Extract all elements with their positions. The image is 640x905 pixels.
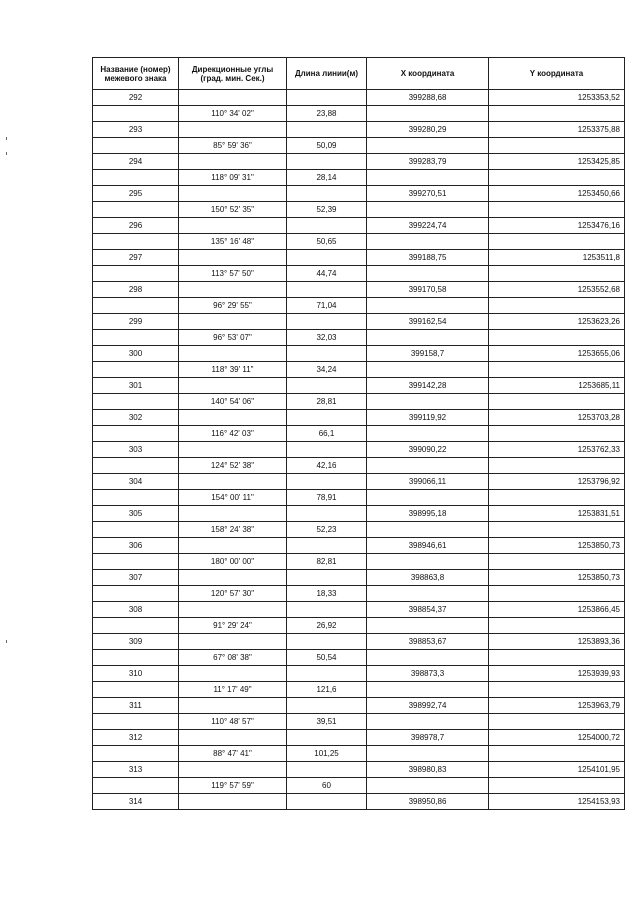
cell-direction-angle <box>179 506 287 522</box>
cell-direction-angle <box>179 538 287 554</box>
cell-line-length: 78,91 <box>287 490 367 506</box>
cell-line-length: 28,14 <box>287 170 367 186</box>
cell-mark-name: 310 <box>93 666 179 682</box>
cell-line-length <box>287 570 367 586</box>
cell-x-coordinate <box>367 234 489 250</box>
cell-direction-angle <box>179 186 287 202</box>
cell-line-length <box>287 218 367 234</box>
cell-y-coordinate: 1254101,95 <box>489 762 625 778</box>
cell-line-length <box>287 346 367 362</box>
cell-line-length <box>287 730 367 746</box>
cell-line-length: 44,74 <box>287 266 367 282</box>
cell-mark-name <box>93 650 179 666</box>
cell-line-length <box>287 282 367 298</box>
cell-y-coordinate: 1253425,85 <box>489 154 625 170</box>
cell-y-coordinate: 1253685,11 <box>489 378 625 394</box>
header-line-length: Длина линии(м) <box>287 58 367 90</box>
cell-y-coordinate <box>489 138 625 154</box>
cell-mark-name <box>93 202 179 218</box>
table-row <box>93 122 625 138</box>
table-row <box>93 426 625 442</box>
cell-mark-name: 300 <box>93 346 179 362</box>
cell-mark-name: 303 <box>93 442 179 458</box>
cell-direction-angle <box>179 570 287 586</box>
cell-line-length <box>287 666 367 682</box>
cell-line-length <box>287 634 367 650</box>
cell-mark-name <box>93 394 179 410</box>
table-row <box>93 746 625 762</box>
cell-direction-angle <box>179 282 287 298</box>
cell-mark-name <box>93 490 179 506</box>
table-row <box>93 794 625 810</box>
cell-x-coordinate: 399188,75 <box>367 250 489 266</box>
cell-mark-name <box>93 426 179 442</box>
cell-y-coordinate: 1253655,06 <box>489 346 625 362</box>
table-row <box>93 106 625 122</box>
cell-mark-name: 306 <box>93 538 179 554</box>
cell-mark-name: 294 <box>93 154 179 170</box>
cell-line-length: 50,54 <box>287 650 367 666</box>
cell-direction-angle: 85° 59' 36" <box>179 138 287 154</box>
cell-line-length: 60 <box>287 778 367 794</box>
cell-mark-name <box>93 746 179 762</box>
cell-y-coordinate <box>489 522 625 538</box>
header-direction-angle: Дирекционные углы (град. мин. Сек.) <box>179 58 287 90</box>
cell-direction-angle: 116° 42' 03" <box>179 426 287 442</box>
cell-x-coordinate: 398873,3 <box>367 666 489 682</box>
cell-line-length <box>287 794 367 810</box>
table-row <box>93 202 625 218</box>
cell-x-coordinate: 399090,22 <box>367 442 489 458</box>
cell-direction-angle <box>179 794 287 810</box>
table-row <box>93 682 625 698</box>
cell-x-coordinate <box>367 330 489 346</box>
cell-x-coordinate: 399270,51 <box>367 186 489 202</box>
cell-y-coordinate <box>489 618 625 634</box>
cell-line-length: 50,65 <box>287 234 367 250</box>
table-row <box>93 314 625 330</box>
cell-y-coordinate: 1253552,68 <box>489 282 625 298</box>
cell-mark-name: 308 <box>93 602 179 618</box>
cell-mark-name: 307 <box>93 570 179 586</box>
cell-x-coordinate <box>367 266 489 282</box>
cell-line-length <box>287 250 367 266</box>
cell-x-coordinate: 399142,28 <box>367 378 489 394</box>
cell-mark-name: 311 <box>93 698 179 714</box>
table-row <box>93 714 625 730</box>
cell-mark-name <box>93 554 179 570</box>
cell-mark-name <box>93 586 179 602</box>
cell-x-coordinate <box>367 106 489 122</box>
cell-direction-angle: 118° 39' 11" <box>179 362 287 378</box>
cell-direction-angle <box>179 218 287 234</box>
cell-line-length: 66,1 <box>287 426 367 442</box>
cell-y-coordinate <box>489 586 625 602</box>
scan-margin-mark <box>6 152 7 155</box>
cell-direction-angle: 88° 47' 41" <box>179 746 287 762</box>
cell-x-coordinate <box>367 650 489 666</box>
cell-x-coordinate: 398946,61 <box>367 538 489 554</box>
table-row <box>93 170 625 186</box>
cell-mark-name: 295 <box>93 186 179 202</box>
cell-direction-angle <box>179 90 287 106</box>
cell-x-coordinate: 398980,83 <box>367 762 489 778</box>
cell-y-coordinate <box>489 714 625 730</box>
cell-direction-angle <box>179 122 287 138</box>
table-row <box>93 266 625 282</box>
cell-y-coordinate: 1253850,73 <box>489 538 625 554</box>
cell-y-coordinate <box>489 650 625 666</box>
cell-line-length: 26,92 <box>287 618 367 634</box>
cell-line-length: 82,81 <box>287 554 367 570</box>
cell-x-coordinate <box>367 778 489 794</box>
cell-x-coordinate: 399119,92 <box>367 410 489 426</box>
cell-y-coordinate <box>489 746 625 762</box>
cell-line-length <box>287 378 367 394</box>
cell-direction-angle <box>179 762 287 778</box>
cell-y-coordinate: 1253511,8 <box>489 250 625 266</box>
cell-mark-name: 302 <box>93 410 179 426</box>
cell-line-length <box>287 90 367 106</box>
cell-mark-name <box>93 618 179 634</box>
cell-line-length <box>287 698 367 714</box>
cell-direction-angle <box>179 250 287 266</box>
cell-y-coordinate: 1253762,33 <box>489 442 625 458</box>
cell-mark-name <box>93 362 179 378</box>
cell-x-coordinate: 398995,18 <box>367 506 489 522</box>
cell-direction-angle: 135° 16' 48" <box>179 234 287 250</box>
cell-x-coordinate: 398863,8 <box>367 570 489 586</box>
cell-mark-name <box>93 266 179 282</box>
cell-mark-name: 297 <box>93 250 179 266</box>
table-row <box>93 138 625 154</box>
cell-line-length <box>287 474 367 490</box>
cell-y-coordinate <box>489 394 625 410</box>
cell-line-length <box>287 410 367 426</box>
table-row <box>93 730 625 746</box>
cell-x-coordinate: 399158,7 <box>367 346 489 362</box>
cell-x-coordinate <box>367 426 489 442</box>
table-row <box>93 522 625 538</box>
cell-y-coordinate <box>489 458 625 474</box>
scan-margin-mark <box>6 137 7 140</box>
table-row <box>93 538 625 554</box>
cell-mark-name <box>93 106 179 122</box>
cell-mark-name: 305 <box>93 506 179 522</box>
cell-x-coordinate <box>367 714 489 730</box>
cell-direction-angle: 120° 57' 30" <box>179 586 287 602</box>
cell-x-coordinate: 399170,58 <box>367 282 489 298</box>
cell-x-coordinate <box>367 522 489 538</box>
cell-direction-angle <box>179 154 287 170</box>
cell-x-coordinate <box>367 554 489 570</box>
cell-mark-name: 293 <box>93 122 179 138</box>
cell-line-length: 42,16 <box>287 458 367 474</box>
cell-mark-name <box>93 330 179 346</box>
cell-x-coordinate: 399283,79 <box>367 154 489 170</box>
cell-x-coordinate <box>367 138 489 154</box>
cell-x-coordinate: 398854,37 <box>367 602 489 618</box>
cell-y-coordinate: 1253450,66 <box>489 186 625 202</box>
table-row <box>93 650 625 666</box>
cell-x-coordinate: 399162,54 <box>367 314 489 330</box>
cell-direction-angle: 113° 57' 50" <box>179 266 287 282</box>
cell-line-length <box>287 538 367 554</box>
cell-y-coordinate: 1253353,52 <box>489 90 625 106</box>
cell-line-length <box>287 506 367 522</box>
table-row <box>93 394 625 410</box>
cell-direction-angle <box>179 666 287 682</box>
cell-x-coordinate: 399224,74 <box>367 218 489 234</box>
cell-y-coordinate <box>489 426 625 442</box>
cell-direction-angle: 11° 17' 49" <box>179 682 287 698</box>
cell-line-length: 121,6 <box>287 682 367 698</box>
cell-mark-name <box>93 138 179 154</box>
cell-x-coordinate <box>367 682 489 698</box>
cell-y-coordinate <box>489 266 625 282</box>
cell-x-coordinate <box>367 202 489 218</box>
cell-y-coordinate: 1253963,79 <box>489 698 625 714</box>
cell-line-length: 39,51 <box>287 714 367 730</box>
cell-y-coordinate: 1253375,88 <box>489 122 625 138</box>
table-row <box>93 634 625 650</box>
cell-direction-angle: 140° 54' 06" <box>179 394 287 410</box>
cell-y-coordinate: 1253850,73 <box>489 570 625 586</box>
table-row <box>93 378 625 394</box>
cell-y-coordinate <box>489 682 625 698</box>
cell-x-coordinate <box>367 458 489 474</box>
cell-line-length: 28,81 <box>287 394 367 410</box>
cell-mark-name: 298 <box>93 282 179 298</box>
cell-y-coordinate: 1253831,51 <box>489 506 625 522</box>
table-row <box>93 186 625 202</box>
table-row <box>93 554 625 570</box>
cell-y-coordinate <box>489 490 625 506</box>
cell-direction-angle: 150° 52' 35" <box>179 202 287 218</box>
table-row <box>93 90 625 106</box>
cell-line-length <box>287 122 367 138</box>
cell-direction-angle: 118° 09' 31" <box>179 170 287 186</box>
cell-direction-angle: 67° 08' 38" <box>179 650 287 666</box>
cell-direction-angle <box>179 474 287 490</box>
cell-direction-angle <box>179 314 287 330</box>
cell-direction-angle: 154° 00' 11" <box>179 490 287 506</box>
cell-y-coordinate: 1253866,45 <box>489 602 625 618</box>
cell-direction-angle <box>179 698 287 714</box>
table-row <box>93 570 625 586</box>
cell-line-length: 18,33 <box>287 586 367 602</box>
header-mark-name: Название (номер) межевого знака <box>93 58 179 90</box>
cell-x-coordinate <box>367 490 489 506</box>
cell-y-coordinate: 1253623,26 <box>489 314 625 330</box>
cell-direction-angle <box>179 410 287 426</box>
cell-x-coordinate <box>367 362 489 378</box>
cell-line-length <box>287 442 367 458</box>
table-row <box>93 666 625 682</box>
cell-line-length: 34,24 <box>287 362 367 378</box>
cell-line-length: 50,09 <box>287 138 367 154</box>
table-row <box>93 362 625 378</box>
cell-x-coordinate: 399280,29 <box>367 122 489 138</box>
cell-mark-name <box>93 682 179 698</box>
cell-line-length: 101,25 <box>287 746 367 762</box>
scan-margin-mark <box>6 640 7 643</box>
cell-mark-name: 299 <box>93 314 179 330</box>
cell-direction-angle: 91° 29' 24" <box>179 618 287 634</box>
cell-y-coordinate: 1253796,92 <box>489 474 625 490</box>
cell-y-coordinate <box>489 234 625 250</box>
cell-direction-angle: 110° 48' 57" <box>179 714 287 730</box>
cell-mark-name <box>93 778 179 794</box>
cell-mark-name <box>93 458 179 474</box>
table-row <box>93 154 625 170</box>
cell-mark-name: 312 <box>93 730 179 746</box>
table-row <box>93 282 625 298</box>
cell-x-coordinate <box>367 394 489 410</box>
cell-direction-angle <box>179 346 287 362</box>
cell-x-coordinate <box>367 298 489 314</box>
cell-x-coordinate: 398950,86 <box>367 794 489 810</box>
cell-direction-angle: 180° 00' 00" <box>179 554 287 570</box>
cell-y-coordinate <box>489 362 625 378</box>
table-row <box>93 346 625 362</box>
table-row <box>93 506 625 522</box>
table-header-row <box>93 58 625 90</box>
cell-mark-name <box>93 298 179 314</box>
cell-y-coordinate: 1254000,72 <box>489 730 625 746</box>
cell-x-coordinate <box>367 618 489 634</box>
header-x-coordinate: Х координата <box>367 58 489 90</box>
cell-mark-name <box>93 170 179 186</box>
cell-y-coordinate <box>489 330 625 346</box>
cell-y-coordinate <box>489 298 625 314</box>
table-row <box>93 698 625 714</box>
cell-mark-name: 309 <box>93 634 179 650</box>
cell-direction-angle <box>179 602 287 618</box>
cell-line-length <box>287 154 367 170</box>
cell-direction-angle: 119° 57' 59" <box>179 778 287 794</box>
cell-mark-name <box>93 234 179 250</box>
cell-mark-name: 314 <box>93 794 179 810</box>
cell-y-coordinate: 1253939,93 <box>489 666 625 682</box>
table-row <box>93 586 625 602</box>
cell-direction-angle: 124° 52' 38" <box>179 458 287 474</box>
cell-mark-name: 301 <box>93 378 179 394</box>
cell-y-coordinate <box>489 106 625 122</box>
cell-x-coordinate: 398992,74 <box>367 698 489 714</box>
table-row <box>93 778 625 794</box>
cell-x-coordinate: 398853,67 <box>367 634 489 650</box>
cell-direction-angle <box>179 442 287 458</box>
cell-y-coordinate: 1254153,93 <box>489 794 625 810</box>
cell-line-length: 23,88 <box>287 106 367 122</box>
cell-line-length <box>287 762 367 778</box>
cell-y-coordinate: 1253476,16 <box>489 218 625 234</box>
cell-direction-angle: 158° 24' 38" <box>179 522 287 538</box>
cell-line-length <box>287 314 367 330</box>
table-row <box>93 602 625 618</box>
cell-mark-name: 304 <box>93 474 179 490</box>
cell-mark-name: 296 <box>93 218 179 234</box>
cell-line-length: 52,23 <box>287 522 367 538</box>
cell-line-length <box>287 186 367 202</box>
cell-direction-angle: 96° 53' 07" <box>179 330 287 346</box>
header-y-coordinate: Y координата <box>489 58 625 90</box>
cell-line-length: 71,04 <box>287 298 367 314</box>
cell-x-coordinate: 398978,7 <box>367 730 489 746</box>
cell-direction-angle <box>179 730 287 746</box>
cell-mark-name <box>93 522 179 538</box>
boundary-coordinates-table <box>92 57 625 810</box>
cell-mark-name <box>93 714 179 730</box>
table-row <box>93 762 625 778</box>
table-row <box>93 458 625 474</box>
table-row <box>93 234 625 250</box>
table-row <box>93 474 625 490</box>
cell-x-coordinate: 399066,11 <box>367 474 489 490</box>
table-row <box>93 250 625 266</box>
table-row <box>93 442 625 458</box>
cell-x-coordinate <box>367 170 489 186</box>
cell-direction-angle: 96° 29' 55" <box>179 298 287 314</box>
cell-x-coordinate <box>367 746 489 762</box>
table-row <box>93 410 625 426</box>
cell-line-length: 32,03 <box>287 330 367 346</box>
cell-y-coordinate <box>489 202 625 218</box>
cell-line-length: 52,39 <box>287 202 367 218</box>
cell-y-coordinate <box>489 554 625 570</box>
cell-y-coordinate <box>489 170 625 186</box>
cell-mark-name: 313 <box>93 762 179 778</box>
cell-direction-angle <box>179 378 287 394</box>
cell-y-coordinate: 1253703,28 <box>489 410 625 426</box>
table-row <box>93 618 625 634</box>
table-row <box>93 298 625 314</box>
table-row <box>93 218 625 234</box>
cell-y-coordinate: 1253893,36 <box>489 634 625 650</box>
cell-mark-name: 292 <box>93 90 179 106</box>
cell-line-length <box>287 602 367 618</box>
table-row <box>93 330 625 346</box>
table-body <box>93 90 625 810</box>
table-row <box>93 490 625 506</box>
cell-x-coordinate <box>367 586 489 602</box>
cell-y-coordinate <box>489 778 625 794</box>
cell-direction-angle: 110° 34' 02" <box>179 106 287 122</box>
cell-x-coordinate: 399288,68 <box>367 90 489 106</box>
cell-direction-angle <box>179 634 287 650</box>
